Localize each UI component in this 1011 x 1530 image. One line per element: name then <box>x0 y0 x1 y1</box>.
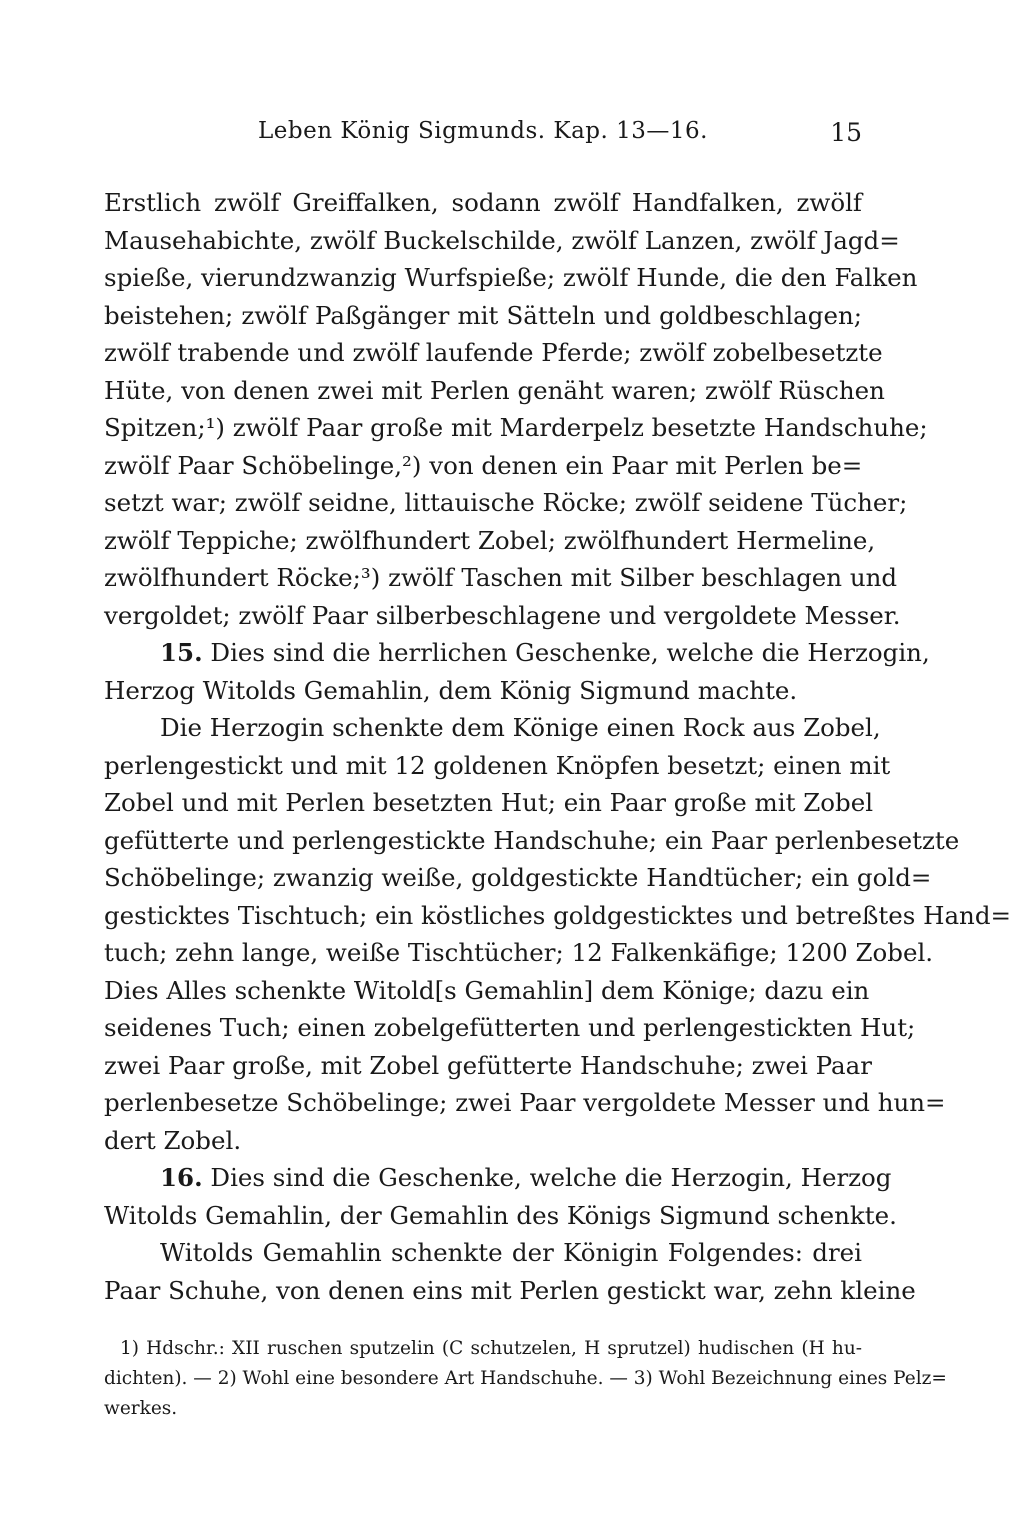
text-line: zwölf Teppiche; zwölfhundert Zobel; zwölfhundert Hermeline, <box>104 525 876 555</box>
section-number: 15. <box>160 638 203 667</box>
text-line: Zobel und mit Perlen besetzten Hut; ein Paar große mit Zobel <box>104 788 874 817</box>
text-line: zwei Paar große, mit Zobel gefütterte Handschuhe; zwei Paar <box>104 1050 872 1080</box>
text-line: seidenes Tuch; einen zobelgefütterten und perlengestickten Hut; <box>104 1013 916 1042</box>
section-15-first-line <box>104 634 930 672</box>
text-line: zwölfhundert Röcke;³) zwölf Taschen mit Silber beschlagen und <box>104 563 898 592</box>
text-line: Witolds Gemahlin, der Gemahlin des Königs Sigmund schenkte. <box>104 1200 897 1230</box>
text-line: perlenbesetze Schöbelinge; zwei Paar vergoldete Messer und hun= <box>104 1088 946 1117</box>
text-line: spieße, vierundzwanzig Wurfspieße; zwölf Hunde, die den Falken <box>104 263 918 292</box>
text-line: perlengestickt und mit 12 goldenen Knöpfen besetzt; einen mit <box>104 750 891 780</box>
text-line: Spitzen;¹) zwölf Paar große mit Marderpelz besetzte Handschuhe; <box>104 413 928 442</box>
text-line: tuch; zehn lange, weiße Tischtücher; 12 Falkenkäfige; 1200 Zobel. <box>104 938 934 967</box>
text-line: Witolds Gemahlin schenkte der Königin Folgendes: drei <box>160 1238 862 1267</box>
text-line: vergoldet; zwölf Paar silberbeschlagene und vergoldete Messer. <box>104 600 901 630</box>
text-line: Hüte, von denen zwei mit Perlen genäht waren; zwölf Rüschen <box>104 375 885 405</box>
running-title: Leben König Sigmunds. Kap. 13—16. <box>258 118 708 144</box>
text-line: Erstlich zwölf Greiffalken, sodann zwölf Handfalken, zwölf <box>104 188 862 217</box>
text-line: gefütterte und perlengestickte Handschuhe; ein Paar perlenbesetzte <box>104 825 960 855</box>
section-16-first-line <box>104 1159 892 1197</box>
text-line: setzt war; zwölf seidne, littauische Röcke; zwölf seidene Tücher; <box>104 488 908 517</box>
page-number: 15 <box>830 118 862 147</box>
text-line: Dies sind die herrlichen Geschenke, welche die Herzogin, <box>210 638 930 667</box>
text-line: beistehen; zwölf Paßgänger mit Sätteln und goldbeschlagen; <box>104 300 862 330</box>
text-line: Die Herzogin schenkte dem Könige einen Rock aus Zobel, <box>160 713 881 742</box>
footnote-line: 1) Hdschr.: XII ruschen sputzelin (C schutzelen, H sprutzel) hudischen (H hu- <box>120 1338 862 1359</box>
body-text <box>104 184 1011 1309</box>
footnotes <box>104 1334 947 1424</box>
text-line: Herzog Witolds Gemahlin, dem König Sigmund machte. <box>104 675 798 705</box>
page-header <box>104 118 862 152</box>
text-line: zwölf Paar Schöbelinge,²) von denen ein Paar mit Perlen be= <box>104 450 863 480</box>
footnote-line: dichten). — 2) Wohl eine besondere Art Handschuhe. — 3) Wohl Bezeichnung eines Pelz= <box>104 1368 947 1389</box>
text-line: Schöbelinge; zwanzig weiße, goldgestickte Handtücher; ein gold= <box>104 863 932 892</box>
text-line: Paar Schuhe, von denen eins mit Perlen gestickt war, zehn kleine <box>104 1275 916 1305</box>
text-line: gesticktes Tischtuch; ein köstliches goldgesticktes und betreßtes Hand= <box>104 900 1011 930</box>
text-line: dert Zobel. <box>104 1125 242 1155</box>
text-line: zwölf trabende und zwölf laufende Pferde; zwölf zobelbesetzte <box>104 338 883 367</box>
text-line: Dies sind die Geschenke, welche die Herzogin, Herzog <box>210 1163 892 1192</box>
section-number: 16. <box>160 1163 203 1192</box>
footnote-line: werkes. <box>104 1398 178 1419</box>
text-line: Dies Alles schenkte Witold[s Gemahlin] dem Könige; dazu ein <box>104 975 870 1005</box>
text-line: Mausehabichte, zwölf Buckelschilde, zwölf Lanzen, zwölf Jagd= <box>104 225 900 255</box>
